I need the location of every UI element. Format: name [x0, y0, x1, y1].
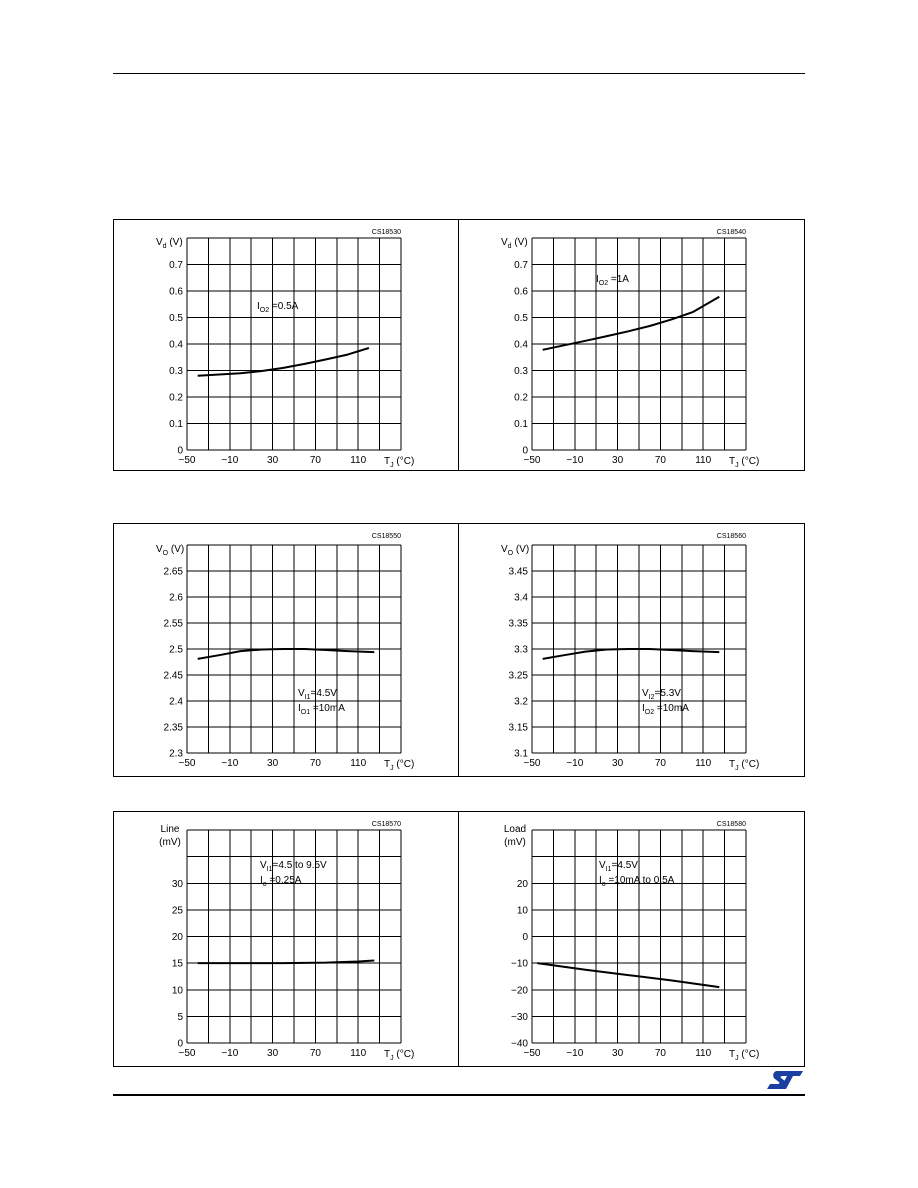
- y-axis-title: $V_O$ (V): [501, 544, 530, 557]
- y-tick-label: −20: [511, 985, 528, 997]
- y-tick-label: 10: [516, 905, 528, 917]
- y-tick-label: 0.1: [514, 419, 528, 430]
- chart-dropout-voltage-1a: [459, 220, 806, 472]
- x-axis-title: $T_J$ (°C): [729, 456, 760, 469]
- x-axis-title: $T_J$ (°C): [384, 759, 415, 772]
- y-tick-label: 0.7: [514, 260, 528, 271]
- y-tick-label: 10: [171, 985, 183, 997]
- y-tick-label: 2.4: [169, 696, 183, 708]
- x-tick-label: 110: [350, 455, 367, 466]
- annotation-text: $V_{I1}=4.5$ to 9.5V: [260, 860, 327, 873]
- series-line: [198, 649, 375, 659]
- x-tick-label: −50: [178, 758, 196, 769]
- annotation-text: $I_{O2} =0.5A$: [257, 301, 299, 314]
- y-tick-label: 5: [177, 1011, 183, 1023]
- y-tick-label: 0.5: [169, 313, 183, 324]
- x-tick-label: −50: [523, 758, 541, 769]
- y-tick-label: −10: [511, 958, 528, 970]
- grid: [532, 830, 746, 1043]
- annotation-text: $I_{O2} =1A$: [596, 274, 629, 287]
- x-tick-label: 70: [654, 1048, 666, 1059]
- y-tick-label: 3.2: [514, 696, 528, 708]
- y-axis-title: $V_d$ (V): [501, 237, 528, 250]
- x-tick-label: −10: [221, 758, 239, 769]
- chart-output-voltage-3-3v: [459, 524, 806, 778]
- y-axis-title: $V_O$ (V): [156, 544, 185, 557]
- x-tick-label: −10: [566, 1048, 584, 1059]
- y-tick-label: 0.5: [514, 313, 528, 324]
- y-tick-label: 0: [522, 445, 528, 457]
- y-axis-title: (mV): [159, 837, 181, 848]
- header-rule: [113, 73, 805, 74]
- annotation-text: $I_{O1} =10mA$: [298, 703, 345, 716]
- x-tick-label: −10: [566, 455, 584, 466]
- x-axis-title: $T_J$ (°C): [384, 456, 415, 469]
- annotation-text: $V_{I2}=5.3V$: [642, 688, 681, 701]
- chart-code: CS18560: [716, 533, 746, 540]
- chart-line-regulation: [114, 812, 460, 1068]
- y-tick-label: 3.1: [514, 748, 528, 760]
- x-tick-label: 70: [309, 758, 321, 769]
- y-tick-label: 2.55: [163, 618, 183, 630]
- chart-code: CS18550: [371, 533, 401, 540]
- chart-code: CS18540: [716, 229, 746, 236]
- y-tick-label: 2.3: [169, 748, 183, 760]
- x-tick-label: 30: [267, 1048, 279, 1059]
- y-axis-title: Load: [503, 824, 527, 835]
- y-tick-label: 3.25: [508, 670, 528, 682]
- x-tick-label: 30: [267, 758, 279, 769]
- y-tick-label: 0.4: [169, 339, 183, 351]
- y-tick-label: 3.35: [508, 618, 528, 630]
- y-tick-label: 2.65: [163, 566, 183, 578]
- y-tick-label: 20: [516, 878, 528, 890]
- x-axis-title: $T_J$ (°C): [729, 759, 760, 772]
- x-tick-label: 110: [695, 1048, 712, 1059]
- chart-panel-dropout-1a: [458, 219, 805, 471]
- annotation-text: $V_{I1}=4.5V$: [599, 860, 638, 873]
- chart-code: CS18580: [716, 821, 746, 828]
- x-tick-label: 70: [654, 455, 666, 466]
- chart-dropout-voltage-0-5a: [114, 220, 460, 472]
- y-axis-title: $V_d$ (V): [156, 237, 183, 250]
- chart-panel-dropout-0-5a: [113, 219, 459, 471]
- chart-code: CS18570: [371, 821, 401, 828]
- x-axis-title: $T_J$ (°C): [729, 1049, 760, 1062]
- chart-panel-load-regulation: [458, 811, 805, 1067]
- y-tick-label: 3.4: [514, 592, 528, 604]
- y-tick-label: 0.4: [514, 339, 528, 351]
- x-tick-label: 70: [309, 1048, 321, 1059]
- y-tick-label: 0.1: [169, 419, 183, 430]
- series-line: [537, 963, 719, 987]
- st-logo-icon: [766, 1070, 804, 1090]
- annotation-text: $I_o =0.25A$: [260, 875, 302, 888]
- chart-code: CS18530: [371, 229, 401, 236]
- y-tick-label: 0.3: [169, 366, 183, 377]
- x-tick-label: −50: [523, 455, 541, 466]
- x-tick-label: 30: [267, 455, 279, 466]
- x-tick-label: 110: [695, 455, 712, 466]
- x-axis-title: $T_J$ (°C): [384, 1049, 415, 1062]
- series-line: [543, 297, 720, 350]
- x-tick-label: 30: [612, 1048, 624, 1059]
- annotation-text: $I_{O2} =10mA$: [642, 703, 689, 716]
- y-tick-label: −40: [511, 1038, 528, 1050]
- x-tick-label: 30: [612, 455, 624, 466]
- y-tick-label: 0.2: [514, 392, 528, 404]
- y-tick-label: 2.35: [163, 722, 183, 734]
- y-tick-label: 0: [177, 1038, 183, 1050]
- y-tick-label: 2.45: [163, 670, 183, 682]
- y-tick-label: 20: [171, 932, 183, 943]
- x-tick-label: 30: [612, 758, 624, 769]
- grid: [187, 238, 401, 450]
- y-axis-title: (mV): [504, 837, 526, 848]
- y-tick-label: 30: [171, 878, 183, 890]
- y-tick-label: 0: [177, 445, 183, 457]
- footer-rule: [113, 1094, 805, 1096]
- grid: [532, 238, 746, 450]
- x-tick-label: −50: [178, 1048, 196, 1059]
- annotation-text: $I_o =10mA$ to 0.5A: [599, 875, 675, 888]
- x-tick-label: 110: [350, 1048, 367, 1059]
- x-tick-label: −10: [221, 455, 239, 466]
- series-line: [198, 961, 375, 964]
- x-tick-label: 110: [695, 758, 712, 769]
- chart-output-voltage-2-5v: [114, 524, 460, 778]
- series-line: [543, 649, 720, 659]
- y-tick-label: 25: [171, 905, 183, 917]
- series-line: [198, 348, 369, 376]
- x-tick-label: −10: [221, 1048, 239, 1059]
- y-tick-label: 0.3: [514, 366, 528, 377]
- chart-panel-output-3-3v: [458, 523, 805, 777]
- annotation-text: $V_{I1}=4.5V$: [298, 688, 337, 701]
- y-tick-label: 0.2: [169, 392, 183, 404]
- x-tick-label: −50: [178, 455, 196, 466]
- y-tick-label: 3.3: [514, 644, 528, 656]
- y-tick-label: 0.6: [169, 286, 183, 298]
- x-tick-label: 70: [309, 455, 321, 466]
- x-tick-label: 70: [654, 758, 666, 769]
- chart-panel-output-2-5v: [113, 523, 459, 777]
- y-tick-label: 2.5: [169, 644, 183, 656]
- y-tick-label: −30: [511, 1011, 528, 1023]
- chart-load-regulation: [459, 812, 806, 1068]
- y-axis-title: Line: [160, 824, 180, 835]
- chart-panel-line-regulation: [113, 811, 459, 1067]
- x-tick-label: −50: [523, 1048, 541, 1059]
- x-tick-label: −10: [566, 758, 584, 769]
- y-tick-label: 0.7: [169, 260, 183, 271]
- y-tick-label: 2.6: [169, 592, 183, 604]
- y-tick-label: 3.15: [508, 722, 528, 734]
- x-tick-label: 110: [350, 758, 367, 769]
- y-tick-label: 3.45: [508, 566, 528, 578]
- y-tick-label: 15: [171, 958, 183, 970]
- y-tick-label: 0: [522, 932, 528, 943]
- y-tick-label: 0.6: [514, 286, 528, 298]
